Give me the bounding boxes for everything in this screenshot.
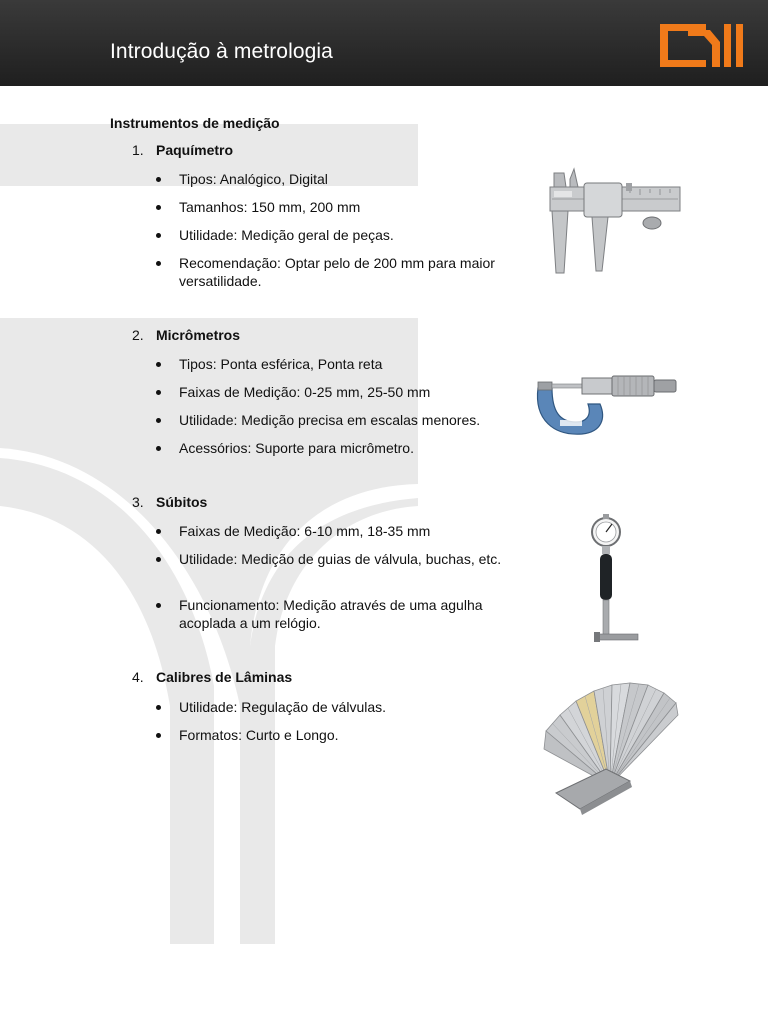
caliper-image bbox=[540, 165, 685, 277]
bullet-icon bbox=[156, 390, 161, 395]
item-title-subitos: Súbitos bbox=[156, 494, 208, 510]
bullet-text: Utilidade: Medição geral de peças. bbox=[179, 227, 394, 243]
bullet-icon bbox=[156, 529, 161, 534]
page-title: Introdução à metrologia bbox=[110, 40, 333, 63]
item-number: 2. bbox=[132, 327, 144, 343]
bullet-icon bbox=[156, 705, 161, 710]
bullet-icon bbox=[156, 603, 161, 608]
bullet-text: Funcionamento: Medição através de uma agulha acoplada a um relógio. bbox=[179, 597, 483, 631]
bullet-text: Tamanhos: 150 mm, 200 mm bbox=[179, 199, 361, 215]
bullet-text: Utilidade: Medição de guias de válvula, buchas, etc. bbox=[179, 551, 502, 567]
item-title-micrometros: Micrômetros bbox=[156, 327, 241, 343]
bullet-text: Utilidade: Medição precisa em escalas menores. bbox=[179, 412, 481, 428]
bullet-icon bbox=[156, 446, 161, 451]
bullet-icon bbox=[156, 205, 161, 210]
bullet-icon bbox=[156, 233, 161, 238]
bullet-icon bbox=[156, 418, 161, 423]
micrometer-image bbox=[530, 370, 682, 442]
bullet-text: Formatos: Curto e Longo. bbox=[179, 727, 339, 743]
bullet-icon bbox=[156, 177, 161, 182]
bullet-icon bbox=[156, 261, 161, 266]
bullet-text: Faixas de Medição: 6-10 mm, 18-35 mm bbox=[179, 523, 431, 539]
item-number: 3. bbox=[132, 494, 144, 510]
bullet-text: Utilidade: Regulação de válvulas. bbox=[179, 699, 387, 715]
feeler-gauge-image bbox=[540, 675, 685, 815]
bullet-text: Recomendação: Optar pelo de 200 mm para maior versatilidade. bbox=[179, 255, 495, 289]
bore-gauge-image bbox=[580, 512, 640, 648]
item-title-paquimetro: Paquímetro bbox=[156, 142, 234, 158]
section-heading: Instrumentos de medição bbox=[110, 115, 280, 131]
bullet-icon bbox=[156, 362, 161, 367]
item-title-calibres-de-laminas: Calibres de Lâminas bbox=[156, 669, 293, 685]
bullet-icon bbox=[156, 733, 161, 738]
bullet-text: Faixas de Medição: 0-25 mm, 25-50 mm bbox=[179, 384, 431, 400]
bullet-text: Tipos: Analógico, Digital bbox=[179, 171, 328, 187]
bullet-icon bbox=[156, 557, 161, 562]
bullet-text: Acessórios: Suporte para micrômetro. bbox=[179, 440, 414, 456]
item-number: 1. bbox=[132, 142, 144, 158]
bullet-text: Tipos: Ponta esférica, Ponta reta bbox=[179, 356, 383, 372]
item-number: 4. bbox=[132, 669, 144, 685]
